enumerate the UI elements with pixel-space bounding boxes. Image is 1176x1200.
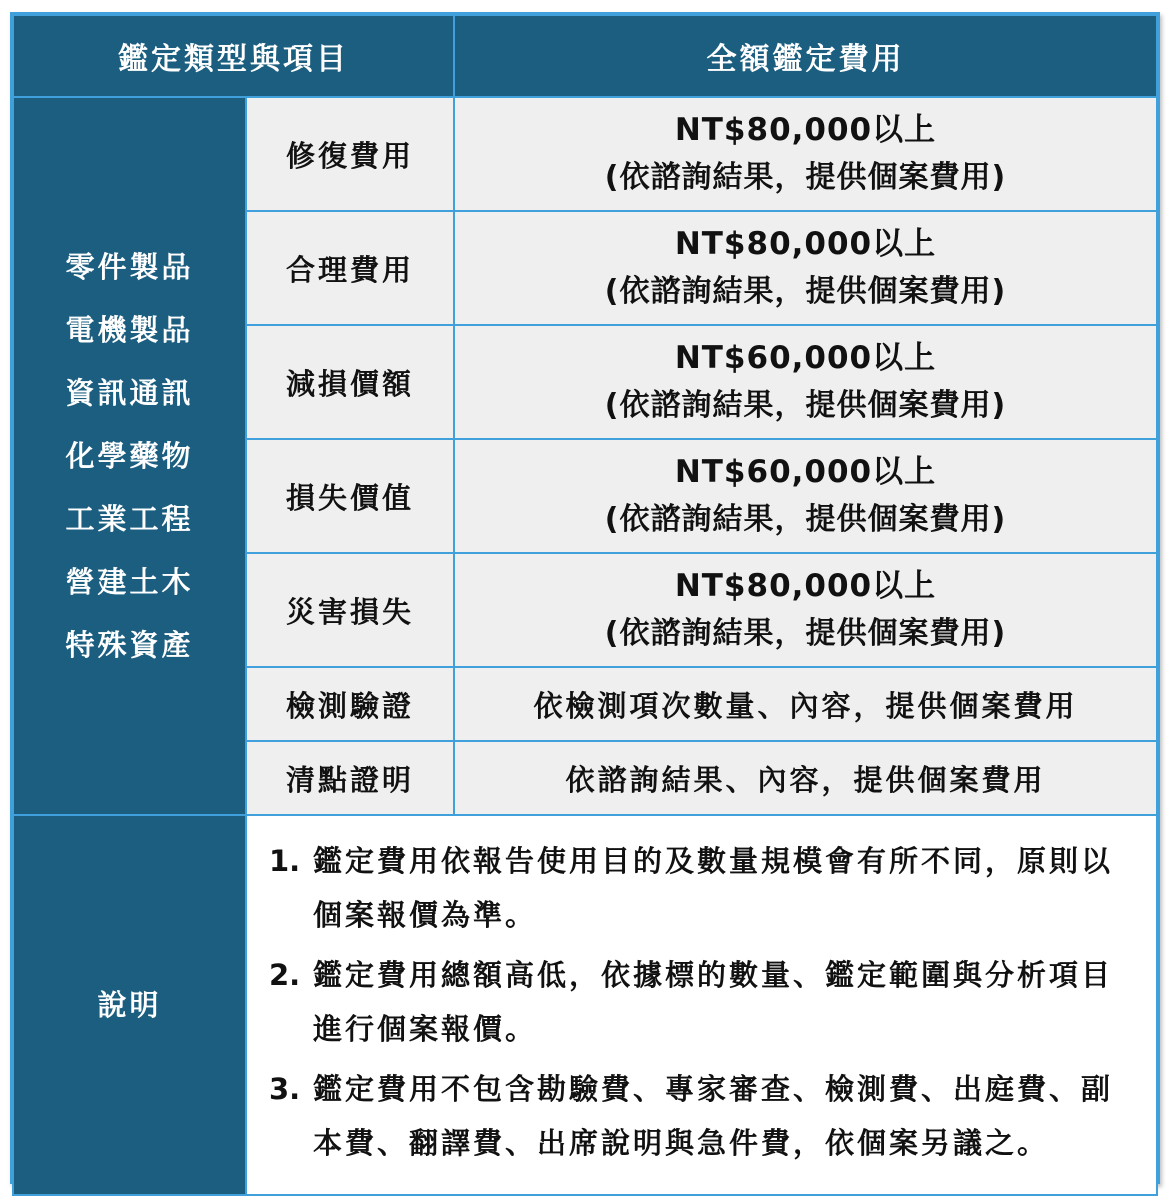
item-name: 災害損失	[246, 553, 454, 667]
item-name: 損失價值	[246, 439, 454, 553]
fee-cell	[454, 325, 1157, 439]
notes-cell	[246, 815, 1157, 1195]
notes-list	[269, 834, 1144, 1170]
note-item	[269, 1062, 1144, 1170]
note-item	[269, 948, 1144, 1056]
fee-amount: NT$60,000以上	[674, 454, 937, 490]
category-item: 化學藥物	[65, 438, 194, 473]
fee-cell: 依檢測項次數量、內容，提供個案費用	[454, 667, 1157, 741]
note-text: 鑑定費用總額高低，依據標的數量、鑑定範圍與分析項目進行個案報價。	[313, 958, 1114, 1046]
item-name: 合理費用	[246, 211, 454, 325]
fee-amount: NT$80,000以上	[674, 112, 937, 148]
category-item: 特殊資產	[65, 627, 194, 662]
category-item: 零件製品	[65, 249, 194, 284]
fee-note: (依諮詢結果，提供個案費用)	[604, 502, 1007, 537]
header-row	[13, 15, 1157, 97]
notes-row	[13, 815, 1157, 1195]
note-text: 鑑定費用依報告使用目的及數量規模會有所不同，原則以個案報價為準。	[313, 844, 1114, 932]
item-name: 檢測驗證	[246, 667, 454, 741]
header-full-fee: 全額鑑定費用	[454, 15, 1157, 97]
note-number: 1.	[269, 844, 301, 878]
fee-note: (依諮詢結果，提供個案費用)	[604, 616, 1007, 651]
note-text: 鑑定費用不包含勘驗費、專家審查、檢測費、出庭費、副本費、翻譯費、出席說明與急件費，依個案另議之。	[313, 1072, 1114, 1160]
note-item	[269, 834, 1144, 942]
category-list	[13, 97, 246, 815]
notes-label: 說明	[13, 815, 246, 1195]
category-item: 電機製品	[65, 312, 194, 347]
header-type-items: 鑑定類型與項目	[13, 15, 454, 97]
fee-note: (依諮詢結果，提供個案費用)	[604, 388, 1007, 423]
fee-table-frame	[10, 12, 1160, 1184]
item-name: 修復費用	[246, 97, 454, 211]
fee-cell	[454, 97, 1157, 211]
fee-cell	[454, 439, 1157, 553]
fee-table	[12, 14, 1158, 1196]
fee-note: (依諮詢結果，提供個案費用)	[604, 274, 1007, 309]
fee-amount: NT$80,000以上	[674, 568, 937, 604]
fee-amount: NT$60,000以上	[674, 340, 937, 376]
item-name: 清點證明	[246, 741, 454, 815]
category-item: 工業工程	[65, 501, 194, 536]
fee-note: (依諮詢結果，提供個案費用)	[604, 160, 1007, 195]
category-item: 營建土木	[65, 564, 194, 599]
fee-amount: NT$80,000以上	[674, 226, 937, 262]
fee-cell: 依諮詢結果、內容，提供個案費用	[454, 741, 1157, 815]
category-item: 資訊通訊	[65, 375, 194, 410]
note-number: 3.	[269, 1072, 301, 1106]
note-number: 2.	[269, 958, 301, 992]
fee-cell	[454, 553, 1157, 667]
fee-cell	[454, 211, 1157, 325]
table-row	[13, 97, 1157, 211]
item-name: 減損價額	[246, 325, 454, 439]
